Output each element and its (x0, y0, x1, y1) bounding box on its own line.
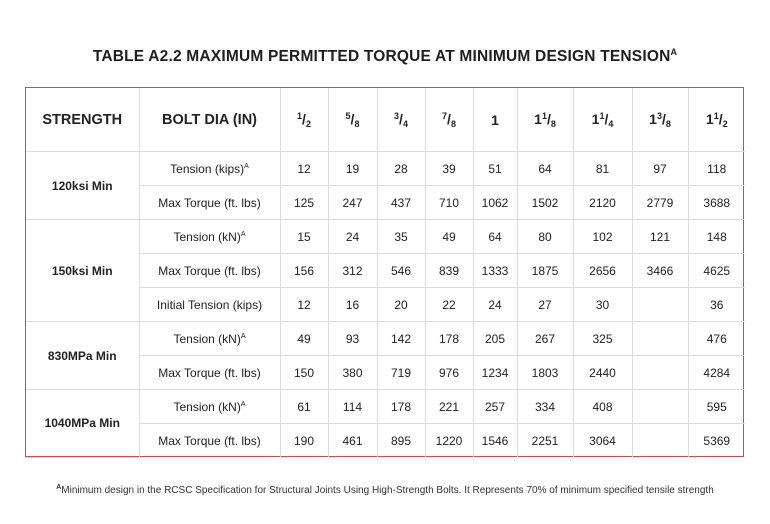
bolt-size-fraction (649, 111, 671, 127)
row-label: Initial Tension (kips) (156, 297, 263, 312)
value-cell: 380 (328, 356, 377, 390)
value-cell: 312 (328, 254, 377, 288)
value-cell: 476 (688, 322, 745, 356)
value-cell: 81 (573, 152, 632, 186)
value-cell: 24 (328, 220, 377, 254)
footnote-marker: A (56, 484, 62, 491)
value-cell: 221 (425, 390, 473, 424)
value-cell (632, 288, 688, 322)
value-cell: 150 (280, 356, 328, 390)
footnote-marker: A (240, 332, 246, 340)
row-label: Max Torque (ft. lbs) (158, 433, 261, 448)
value-cell: 976 (425, 356, 473, 390)
value-cell: 2251 (517, 424, 573, 458)
value-cell: 24 (473, 288, 517, 322)
footnote-text: Minimum design in the RCSC Specification for Structural Joints Using High-Strength Bolts. It Represents 70% of minimum specified tensile strength (61, 485, 714, 496)
value-cell: 895 (377, 424, 425, 458)
value-cell: 205 (473, 322, 517, 356)
value-cell: 2779 (632, 186, 688, 220)
value-cell: 546 (377, 254, 425, 288)
value-cell: 1502 (517, 186, 573, 220)
value-cell: 114 (328, 390, 377, 424)
value-cell: 1062 (473, 186, 517, 220)
value-cell: 247 (328, 186, 377, 220)
value-cell: 80 (517, 220, 573, 254)
bolt-size-fraction (297, 111, 311, 127)
fraction-num: 1 (713, 110, 719, 121)
header-bolt-dia: BOLT DIA (IN) (139, 88, 280, 152)
value-cell: 30 (573, 288, 632, 322)
value-cell: 2440 (573, 356, 632, 390)
row-label: Tension (kips) (170, 161, 245, 176)
value-cell: 1546 (473, 424, 517, 458)
fraction-whole: 1 (534, 110, 542, 127)
value-cell: 35 (377, 220, 425, 254)
table-row (26, 322, 745, 356)
value-cell: 27 (517, 288, 573, 322)
value-cell: 118 (688, 152, 745, 186)
value-cell: 4625 (688, 254, 745, 288)
value-cell (632, 424, 688, 458)
row-label-cell (139, 356, 280, 390)
value-cell (632, 322, 688, 356)
fraction-den: 8 (354, 118, 360, 129)
fraction-whole: 1 (591, 110, 600, 127)
header-size-0 (280, 88, 328, 152)
row-label-cell (139, 322, 280, 356)
value-cell: 156 (280, 254, 328, 288)
footnote-marker: A (240, 400, 246, 408)
fraction-slash: / (661, 110, 666, 127)
table-row (26, 220, 745, 254)
strength-cell: 120ksi Min (26, 152, 139, 220)
value-cell: 190 (280, 424, 328, 458)
torque-table-container (25, 87, 744, 457)
value-cell: 20 (377, 288, 425, 322)
bolt-size-fraction (592, 111, 614, 127)
value-cell: 595 (688, 390, 745, 424)
fraction-num: 7 (442, 110, 448, 121)
bolt-size-fraction (706, 111, 728, 127)
value-cell: 2120 (573, 186, 632, 220)
fraction-slash: / (604, 110, 609, 127)
row-label-cell (139, 152, 280, 186)
value-cell: 3466 (632, 254, 688, 288)
value-cell: 15 (280, 220, 328, 254)
bolt-size-fraction (491, 112, 499, 128)
value-cell: 325 (573, 322, 632, 356)
fraction-num: 1 (541, 110, 547, 121)
bolt-size-fraction (534, 111, 556, 127)
header-size-2 (377, 88, 425, 152)
table-row (26, 390, 745, 424)
row-label-cell (139, 254, 280, 288)
value-cell: 97 (632, 152, 688, 186)
table-row (26, 152, 745, 186)
fraction-num: 3 (394, 110, 400, 121)
fraction-num: 3 (656, 110, 662, 121)
value-cell: 334 (517, 390, 573, 424)
row-label-cell (139, 390, 280, 424)
title-footnote-marker: A (670, 47, 678, 57)
value-cell: 839 (425, 254, 473, 288)
footnote (0, 484, 770, 496)
value-cell (632, 356, 688, 390)
fraction-den: 4 (402, 118, 408, 129)
fraction-num: 5 (345, 110, 351, 121)
header-size-8 (688, 88, 745, 152)
fraction-slash: / (447, 110, 451, 127)
value-cell: 1220 (425, 424, 473, 458)
header-row (26, 88, 745, 152)
value-cell: 1234 (473, 356, 517, 390)
table-body (26, 152, 745, 458)
row-label-cell (139, 288, 280, 322)
value-cell: 49 (425, 220, 473, 254)
table-title-text: TABLE A2.2 MAXIMUM PERMITTED TORQUE AT MINIMUM DESIGN TENSION (92, 48, 671, 65)
value-cell: 121 (632, 220, 688, 254)
value-cell: 93 (328, 322, 377, 356)
value-cell: 36 (688, 288, 745, 322)
strength-cell: 830MPa Min (26, 322, 139, 390)
bolt-size-fraction (346, 111, 360, 127)
fraction-slash: / (399, 110, 403, 127)
value-cell (632, 390, 688, 424)
fraction-den: 2 (305, 118, 311, 129)
value-cell: 19 (328, 152, 377, 186)
value-cell: 12 (280, 288, 328, 322)
fraction-den: 2 (722, 118, 728, 129)
row-label: Max Torque (ft. lbs) (158, 365, 261, 380)
fraction-whole: 1 (649, 110, 657, 127)
fraction-den: 8 (450, 118, 456, 129)
fraction-num: 1 (599, 110, 605, 121)
value-cell: 64 (473, 220, 517, 254)
fraction-den: 8 (665, 118, 671, 129)
fraction-slash: / (718, 110, 723, 127)
strength-cell: 150ksi Min (26, 220, 139, 322)
value-cell: 178 (377, 390, 425, 424)
row-label: Tension (kN) (173, 331, 241, 346)
torque-table (26, 88, 745, 458)
value-cell: 142 (377, 322, 425, 356)
value-cell: 178 (425, 322, 473, 356)
value-cell: 49 (280, 322, 328, 356)
fraction-slash: / (302, 110, 306, 127)
header-size-1 (328, 88, 377, 152)
value-cell: 2656 (573, 254, 632, 288)
value-cell: 102 (573, 220, 632, 254)
footnote-marker: A (244, 162, 249, 170)
value-cell: 39 (425, 152, 473, 186)
value-cell: 257 (473, 390, 517, 424)
header-size-6 (573, 88, 632, 152)
row-label: Max Torque (ft. lbs) (158, 263, 261, 278)
fraction-slash: / (546, 110, 551, 127)
value-cell: 267 (517, 322, 573, 356)
value-cell: 710 (425, 186, 473, 220)
header-size-3 (425, 88, 473, 152)
value-cell: 148 (688, 220, 745, 254)
footnote-marker: A (240, 230, 246, 238)
fraction-den: 8 (550, 118, 556, 129)
value-cell: 125 (280, 186, 328, 220)
value-cell: 3064 (573, 424, 632, 458)
bolt-size-fraction (394, 111, 408, 127)
value-cell: 61 (280, 390, 328, 424)
value-cell: 12 (280, 152, 328, 186)
row-label: Tension (kN) (173, 399, 241, 414)
value-cell: 1875 (517, 254, 573, 288)
value-cell: 51 (473, 152, 517, 186)
fraction-slash: / (350, 110, 355, 127)
value-cell: 461 (328, 424, 377, 458)
value-cell: 64 (517, 152, 573, 186)
row-label-cell (139, 424, 280, 458)
header-strength: STRENGTH (26, 88, 139, 152)
fraction-den: 4 (608, 118, 614, 129)
value-cell: 28 (377, 152, 425, 186)
value-cell: 408 (573, 390, 632, 424)
header-size-5 (517, 88, 573, 152)
value-cell: 5369 (688, 424, 745, 458)
row-label: Max Torque (ft. lbs) (158, 195, 261, 210)
value-cell: 4284 (688, 356, 745, 390)
header-size-4 (473, 88, 517, 152)
strength-cell: 1040MPa Min (26, 390, 139, 458)
value-cell: 719 (377, 356, 425, 390)
value-cell: 1803 (517, 356, 573, 390)
value-cell: 16 (328, 288, 377, 322)
header-size-7 (632, 88, 688, 152)
fraction-num: 1 (297, 110, 303, 121)
fraction-whole: 1 (491, 111, 499, 128)
value-cell: 437 (377, 186, 425, 220)
table-title (0, 47, 770, 66)
row-label-cell (139, 220, 280, 254)
fraction-whole: 1 (705, 110, 714, 127)
value-cell: 3688 (688, 186, 745, 220)
bolt-size-fraction (442, 111, 456, 127)
value-cell: 22 (425, 288, 473, 322)
row-label: Tension (kN) (173, 229, 241, 244)
value-cell: 1333 (473, 254, 517, 288)
row-label-cell (139, 186, 280, 220)
